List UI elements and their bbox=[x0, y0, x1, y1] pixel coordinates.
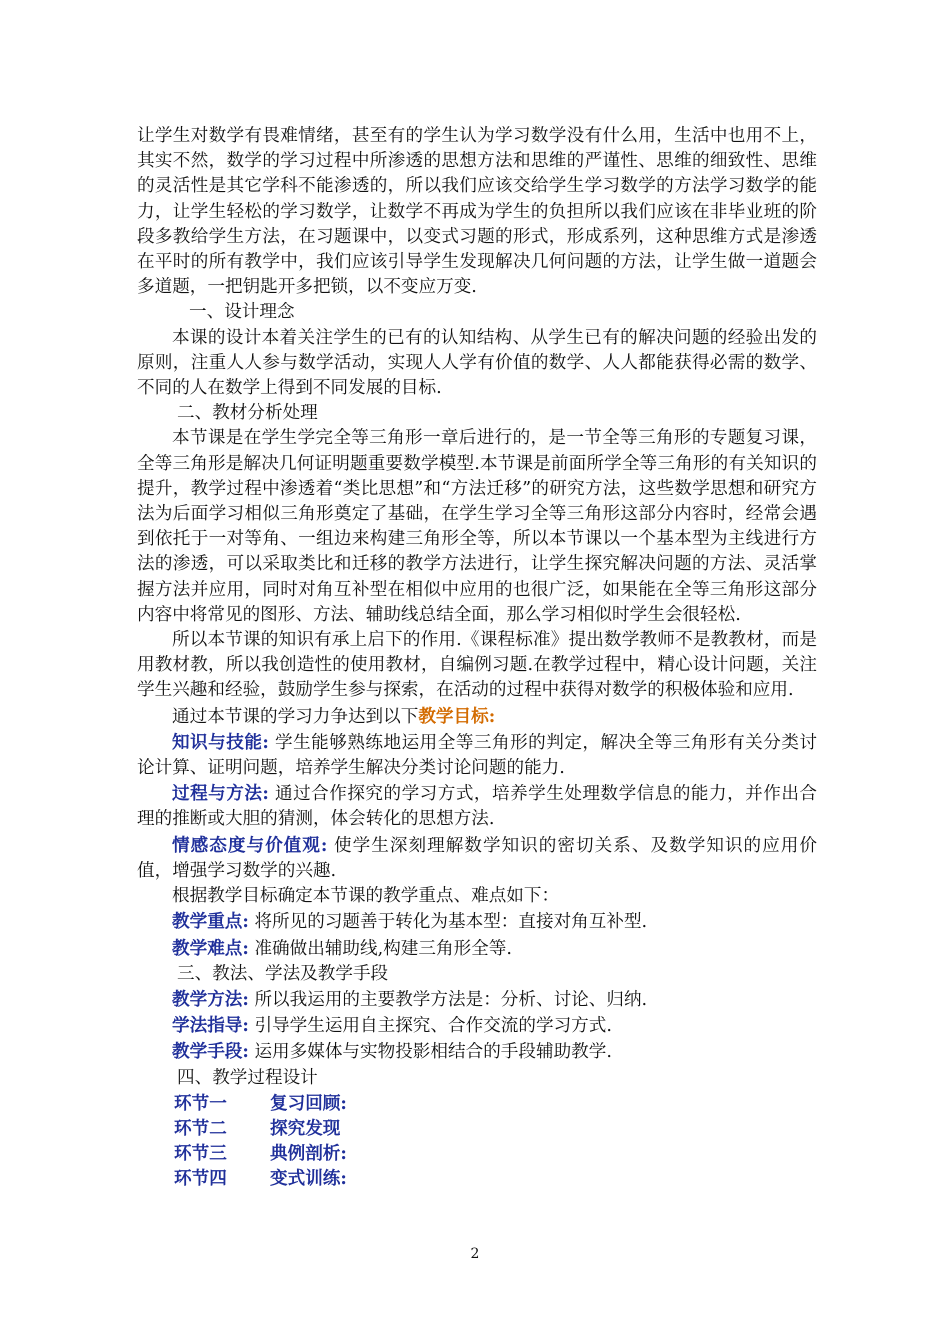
goals-highlight: 教学目标 bbox=[418, 705, 489, 727]
step-number: 环节三 bbox=[174, 1143, 227, 1165]
teaching-method-label: 教学方法: bbox=[172, 988, 249, 1010]
goal-process-label: 过程与方法: bbox=[172, 783, 269, 805]
section-heading-3: 三、教法、学法及教学手段 bbox=[177, 963, 389, 984]
key-point bbox=[137, 909, 817, 935]
goal-attitude-text: 使学生深刻理解数学知识的密切关系、及数学知识的应用价值，增强学习数学的兴趣. bbox=[137, 835, 817, 881]
difficult-point-text: 准确做出辅助线,构建三角形全等. bbox=[248, 938, 512, 959]
step-name: 复习回顾: bbox=[270, 1092, 347, 1114]
section-heading-1: 一、设计理念 bbox=[189, 302, 295, 323]
step-number: 环节四 bbox=[174, 1168, 227, 1190]
paragraph-textbook-analysis: 本节课是在学生学完全等三角形一章后进行的，是一节全等三角形的专题复习课，全等三角形是解决几何证明题重要数学模型.本节课是前面所学全等三角形的有关知识的提升，教学过程中渗透着“类比思想”和“方法迁移”的研究方法，这些数学思想和研究方法为后面学习相似三角形奠定了基础，在学生学习全等三角形这部分内容时，经常会遇到依托于一对等角、一组边来构建三角形全等，所以本节课以一个基本型为主线进行方法的渗透，可以采取类比和迁移的教学方法进行，让学生探究解决问题的方法、灵活掌握方法并应用，同时对角互补型在相似中应用的也很广泛，如果能在全等三角形这部分内容中将常见的图形、方法、辅助线总结全面，那么学习相似时学生会很轻松. bbox=[137, 428, 817, 625]
learning-guide bbox=[137, 1013, 817, 1039]
paragraph-intro: 让学生对数学有畏难情绪，甚至有的学生认为学习数学没有什么用，生活中也用不上，其实不然，数学的学习过程中所渗透的思想方法和思维的严谨性、思维的细致性、思维的灵活性是其它学科不能渗透的，所以我们应该交给学生学习数学的方法学习数学的能力，让学生轻松的学习数学，让数学不再成为学生的负担所以我们应该在非毕业班的阶段多教给学生方法，在习题课中，以变式习题的形式，形成系列，这种思维方式是渗透在平时的所有教学中，我们应该引导学生发现解决几何问题的方法，让学生做一道题会多道题，一把钥匙开多把锁，以不变应万变. bbox=[137, 126, 817, 298]
goal-knowledge-label: 知识与技能: bbox=[172, 731, 269, 753]
step-name: 变式训练: bbox=[270, 1168, 347, 1190]
difficult-point-label: 教学难点: bbox=[172, 937, 249, 959]
teaching-means-label: 教学手段: bbox=[172, 1041, 249, 1063]
key-point-text: 将所见的习题善于转化为基本型：直接对角互补型. bbox=[248, 912, 648, 933]
document-body bbox=[137, 124, 817, 1192]
step-number: 环节二 bbox=[174, 1117, 227, 1139]
step-row bbox=[137, 1141, 817, 1166]
step-row bbox=[137, 1116, 817, 1141]
paragraph-goals-intro bbox=[137, 704, 817, 730]
goal-attitude-label: 情感态度与价值观: bbox=[172, 834, 328, 856]
teaching-method bbox=[137, 987, 817, 1013]
section-heading-2: 二、教材分析处理 bbox=[177, 403, 318, 424]
section-heading-4: 四、教学过程设计 bbox=[177, 1067, 318, 1088]
goal-knowledge bbox=[137, 730, 817, 781]
goals-colon: : bbox=[488, 705, 496, 727]
paragraph-design-concept: 本课的设计本着关注学生的已有的认知结构、从学生已有的解决问题的经验出发的原则，注重人人参与数学活动，实现人人学有价值的数学、人人都能获得必需的数学、不同的人在数学上得到不同发展的目标. bbox=[137, 327, 817, 399]
paragraph-key-points-intro: 根据教学目标确定本节课的教学重点、难点如下： bbox=[172, 886, 560, 907]
goal-process bbox=[137, 781, 817, 832]
step-number: 环节一 bbox=[174, 1092, 227, 1114]
learning-guide-text: 引导学生运用自主探究、合作交流的学习方式. bbox=[248, 1016, 612, 1037]
goal-process-text: 通过合作探究的学习方式，培养学生处理数学信息的能力，并作出合理的推断或大胆的猜测，体会转化的思想方法. bbox=[137, 784, 817, 830]
teaching-means-text: 运用多媒体与实物投影相结合的手段辅助教学. bbox=[248, 1042, 612, 1063]
step-row bbox=[137, 1091, 817, 1116]
step-name: 典例剖析: bbox=[270, 1143, 347, 1165]
page-number: 2 bbox=[470, 1246, 480, 1262]
teaching-method-text: 所以我运用的主要教学方法是：分析、讨论、归纳. bbox=[248, 989, 648, 1010]
key-point-label: 教学重点: bbox=[172, 911, 249, 933]
step-name: 探究发现 bbox=[270, 1117, 341, 1139]
paragraph-curriculum: 所以本节课的知识有承上启下的作用.《课程标准》提出数学教师不是教教材，而是用教材教，所以我创造性的使用教材，自编例习题.在教学过程中，精心设计问题，关注学生兴趣和经验，鼓励学生参与探索，在活动的过程中获得对数学的积极体验和应用. bbox=[137, 630, 817, 701]
goals-intro-text: 通过本节课的学习力争达到以下 bbox=[172, 706, 419, 727]
step-row bbox=[137, 1166, 817, 1191]
goal-knowledge-text: 学生能够熟练地运用全等三角形的判定，解决全等三角形有关分类讨论计算、证明问题，培养学生解决分类讨论问题的能力. bbox=[137, 732, 817, 779]
teaching-means bbox=[137, 1039, 817, 1065]
goal-attitude bbox=[137, 833, 817, 884]
learning-guide-label: 学法指导: bbox=[172, 1015, 249, 1037]
difficult-point bbox=[137, 936, 817, 962]
